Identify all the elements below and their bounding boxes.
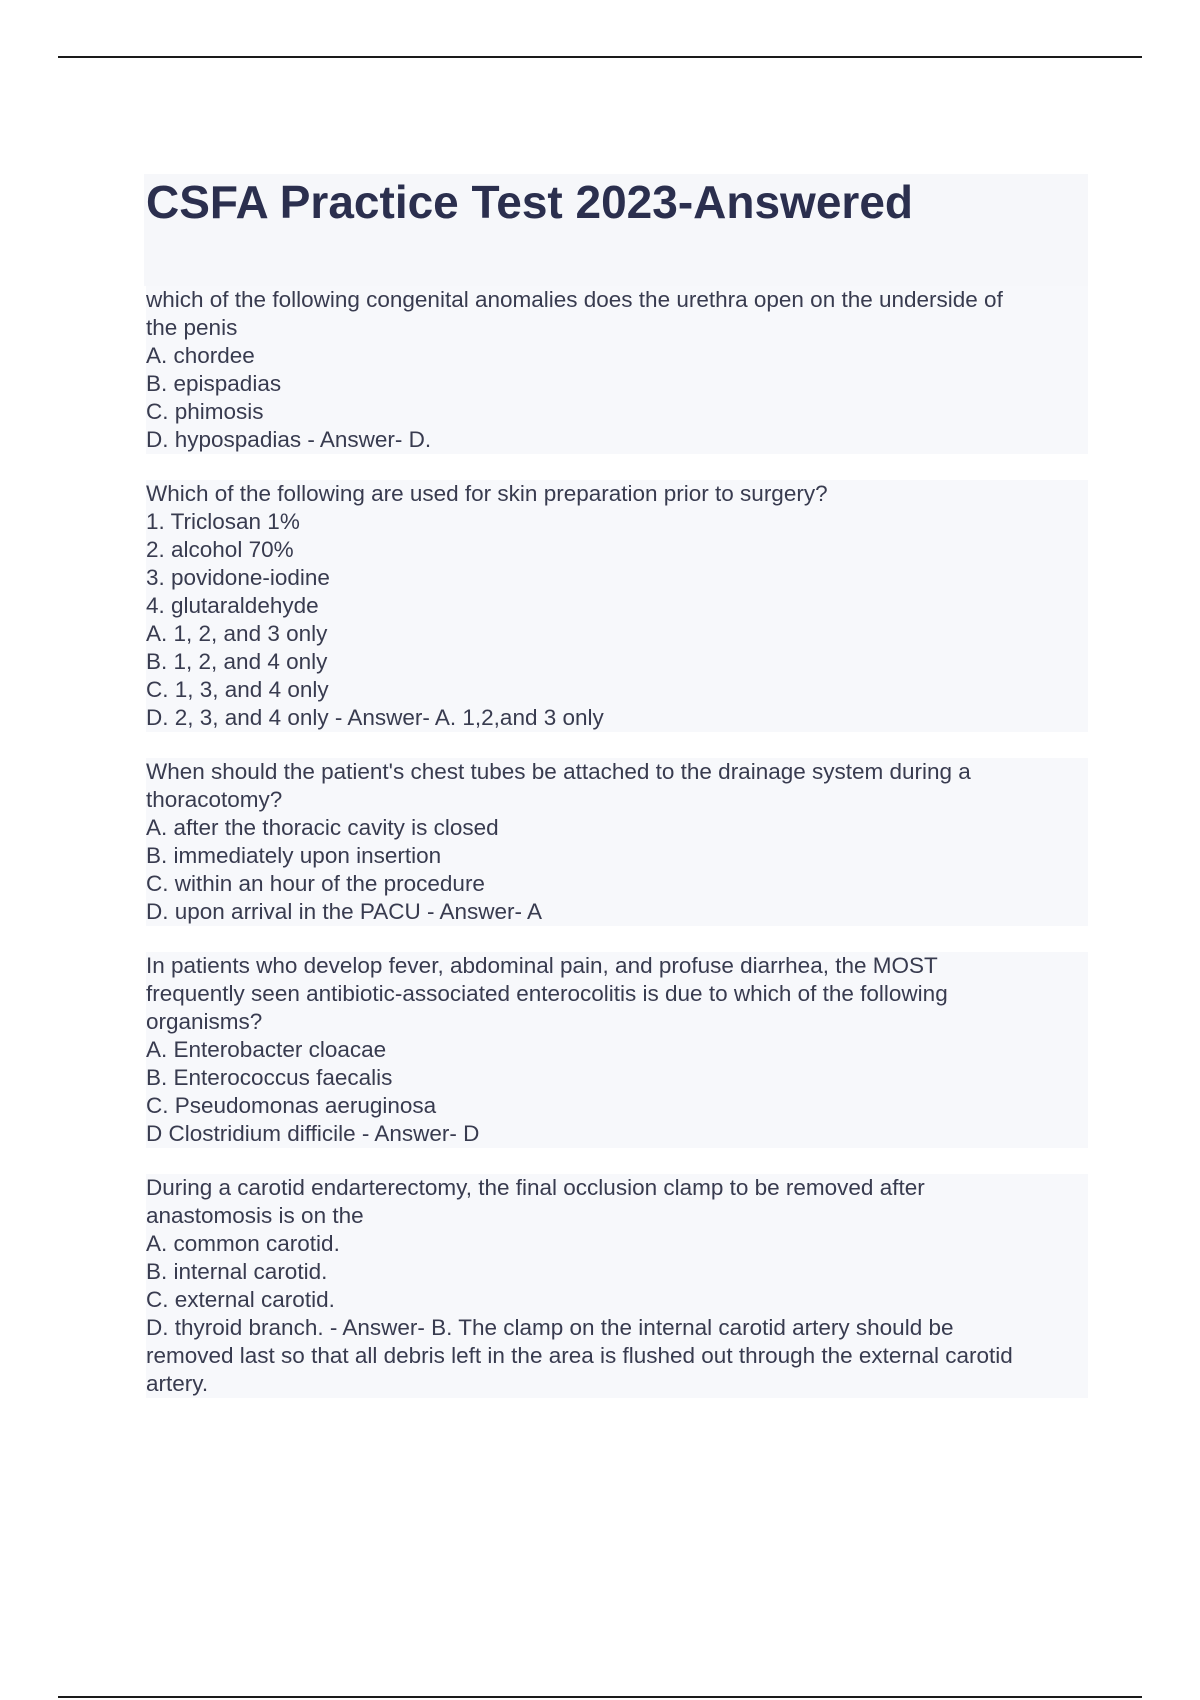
question-line: D. 2, 3, and 4 only - Answer- A. 1,2,and 3 only <box>146 704 1088 732</box>
question-text: which of the following congenital anomalies does the urethra open on the underside of <box>146 286 1088 314</box>
question-line: D Clostridium difficile - Answer- D <box>146 1120 1088 1148</box>
question-line: 1. Triclosan 1% <box>146 508 1088 536</box>
document-title: CSFA Practice Test 2023-Answered <box>146 176 913 228</box>
question-line: A. 1, 2, and 3 only <box>146 620 1088 648</box>
question-line: B. internal carotid. <box>146 1258 1088 1286</box>
question-line: C. 1, 3, and 4 only <box>146 676 1088 704</box>
question-text: In patients who develop fever, abdominal pain, and profuse diarrhea, the MOST <box>146 952 1088 980</box>
question-list <box>146 286 1088 1398</box>
question-line: artery. <box>146 1370 1088 1398</box>
top-rule <box>58 56 1142 58</box>
question-line: A. chordee <box>146 342 1088 370</box>
question-block <box>146 952 1088 1148</box>
question-line: C. within an hour of the procedure <box>146 870 1088 898</box>
title-band <box>144 174 1088 286</box>
question-line: D. upon arrival in the PACU - Answer- A <box>146 898 1088 926</box>
question-text: During a carotid endarterectomy, the final occlusion clamp to be removed after <box>146 1174 1088 1202</box>
question-line: the penis <box>146 314 1088 342</box>
question-line: C. external carotid. <box>146 1286 1088 1314</box>
question-line: thoracotomy? <box>146 786 1088 814</box>
question-line: removed last so that all debris left in the area is flushed out through the external carotid <box>146 1342 1088 1370</box>
question-block <box>146 758 1088 926</box>
document-body <box>146 174 1088 1424</box>
question-text: Which of the following are used for skin preparation prior to surgery? <box>146 480 1088 508</box>
question-block <box>146 1174 1088 1398</box>
bottom-rule <box>58 1696 1142 1698</box>
question-block <box>146 480 1088 732</box>
question-line: D. thyroid branch. - Answer- B. The clamp on the internal carotid artery should be <box>146 1314 1088 1342</box>
question-line: anastomosis is on the <box>146 1202 1088 1230</box>
question-line: B. epispadias <box>146 370 1088 398</box>
question-line: 4. glutaraldehyde <box>146 592 1088 620</box>
question-line: D. hypospadias - Answer- D. <box>146 426 1088 454</box>
question-line: 3. povidone-iodine <box>146 564 1088 592</box>
question-line: B. Enterococcus faecalis <box>146 1064 1088 1092</box>
question-line: A. common carotid. <box>146 1230 1088 1258</box>
question-line: B. immediately upon insertion <box>146 842 1088 870</box>
question-text: When should the patient's chest tubes be attached to the drainage system during a <box>146 758 1088 786</box>
question-line: frequently seen antibiotic-associated enterocolitis is due to which of the following <box>146 980 1088 1008</box>
question-line: A. Enterobacter cloacae <box>146 1036 1088 1064</box>
question-line: 2. alcohol 70% <box>146 536 1088 564</box>
question-line: C. phimosis <box>146 398 1088 426</box>
question-line: A. after the thoracic cavity is closed <box>146 814 1088 842</box>
question-line: B. 1, 2, and 4 only <box>146 648 1088 676</box>
question-line: C. Pseudomonas aeruginosa <box>146 1092 1088 1120</box>
question-block <box>146 286 1088 454</box>
question-line: organisms? <box>146 1008 1088 1036</box>
